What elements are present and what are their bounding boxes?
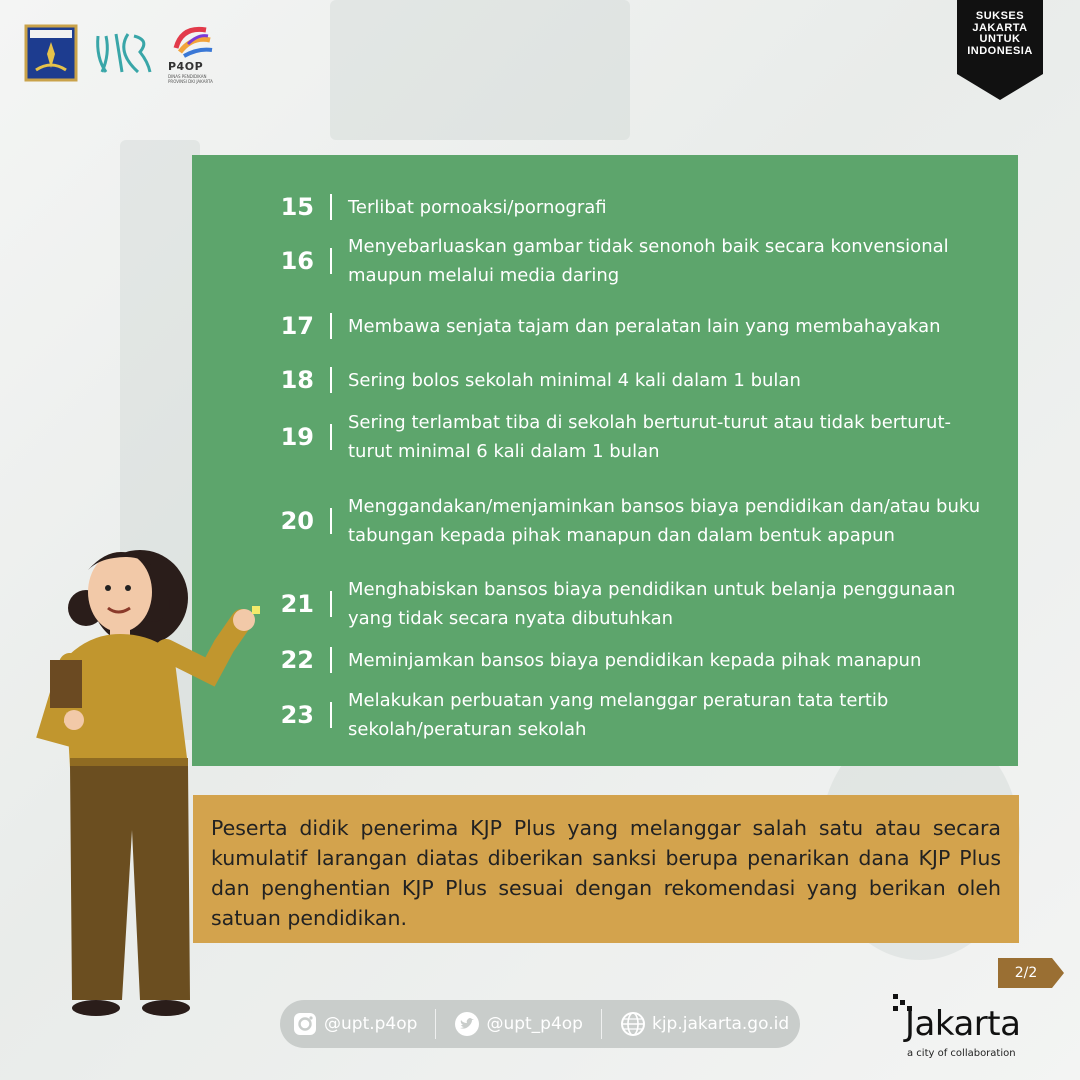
rule-text: Terlibat pornoaksi/pornografi	[348, 196, 607, 218]
header-logos	[24, 22, 216, 84]
rule-text: Menghabiskan bansos biaya pendidikan untuk belanja penggunaan yang tidak secara nyata dibutuhkan	[348, 579, 956, 629]
dki-jakarta-crest-icon	[24, 24, 78, 82]
website-url: kjp.jakarta.go.id	[651, 1014, 790, 1034]
rule-number: 23	[280, 701, 314, 729]
rule-divider	[330, 313, 332, 339]
rules-panel	[192, 155, 1018, 766]
rule-item	[192, 685, 1018, 745]
twitter-handle: @upt_p4op	[486, 1014, 583, 1034]
kjp-logo-icon	[92, 28, 154, 78]
rule-number: 15	[280, 193, 314, 221]
rule-divider	[330, 702, 332, 728]
rule-text: Melakukan perbuatan yang melanggar peraturan tata tertib sekolah/peraturan sekolah	[348, 690, 889, 740]
p4op-label: P4OP	[168, 60, 204, 73]
rule-divider	[330, 194, 332, 220]
rule-number: 18	[280, 366, 314, 394]
sukses-jakarta-badge	[957, 0, 1043, 100]
p4op-logo-icon	[168, 22, 216, 60]
rule-divider	[330, 367, 332, 393]
twitter-icon	[454, 1011, 480, 1037]
rule-text: Meminjamkan bansos biaya pendidikan kepada pihak manapun	[348, 649, 922, 671]
rule-item	[192, 407, 1018, 467]
rule-text: Menyebarluaskan gambar tidak senonoh baik secara konvensional maupun melalui media daring	[348, 236, 949, 286]
social-divider	[601, 1009, 602, 1039]
sukses-line-1: SUKSES	[975, 10, 1025, 22]
rule-item	[192, 177, 1018, 237]
rule-divider	[330, 591, 332, 617]
rule-text: Menggandakan/menjaminkan bansos biaya pendidikan dan/atau buku tabungan kepada pihak manapun dan dalam bentuk apapun	[348, 496, 981, 546]
jakarta-brand	[893, 992, 1063, 1062]
twitter-link[interactable]	[454, 1011, 583, 1037]
rule-number: 17	[280, 312, 314, 340]
rule-item	[192, 574, 1018, 634]
rule-divider	[330, 508, 332, 534]
sukses-line-3: UNTUK	[979, 33, 1021, 45]
rule-item	[192, 231, 1018, 291]
rule-number: 22	[280, 646, 314, 674]
rule-item	[192, 491, 1018, 551]
rule-number: 21	[280, 590, 314, 618]
rule-number: 20	[280, 507, 314, 535]
rule-item	[192, 296, 1018, 356]
notice-text: Peserta didik penerima KJP Plus yang melanggar salah satu atau secara kumulatif larangan diatas diberikan sanksi berupa penarikan dana KJP Plus dan penghentian KJP Plus sesuai dengan rekomendasi yang berikan oleh satuan pendidikan.	[211, 816, 1001, 930]
rule-divider	[330, 647, 332, 673]
rule-divider	[330, 248, 332, 274]
globe-icon	[620, 1011, 646, 1037]
rule-text: Membawa senjata tajam dan peralatan lain yang membahayakan	[348, 315, 941, 337]
jakarta-tagline: a city of collaboration	[907, 1048, 1016, 1059]
p4op-sublabel: DINAS PENDIDIKAN PROVINSI DKI JAKARTA	[168, 74, 213, 84]
sukses-line-2: JAKARTA	[972, 21, 1028, 34]
instagram-handle: @upt.p4op	[324, 1014, 418, 1034]
rule-divider	[330, 424, 332, 450]
notice-panel	[193, 795, 1019, 943]
page-indicator	[998, 958, 1064, 988]
jakarta-wordmark: Jakarta	[905, 1004, 1021, 1044]
teacher-illustration	[28, 530, 278, 1080]
instagram-icon	[292, 1011, 318, 1037]
background-window-shape	[330, 0, 630, 140]
social-divider	[435, 1009, 436, 1039]
rule-item	[192, 350, 1018, 410]
instagram-link[interactable]	[292, 1011, 417, 1037]
rule-number: 19	[280, 423, 314, 451]
rule-number: 16	[280, 247, 314, 275]
rule-text: Sering terlambat tiba di sekolah berturut-turut atau tidak berturut-turut minimal 6 kali dalam 1 bulan	[348, 412, 951, 462]
rule-item	[192, 630, 1018, 690]
website-link[interactable]	[620, 1011, 789, 1037]
p4op-logo	[168, 22, 216, 84]
sukses-text	[957, 11, 1043, 57]
sukses-line-4: INDONESIA	[967, 44, 1033, 57]
rule-text: Sering bolos sekolah minimal 4 kali dalam 1 bulan	[348, 369, 801, 391]
page-indicator-text: 2/2	[1014, 965, 1038, 981]
social-bar	[280, 1000, 800, 1048]
